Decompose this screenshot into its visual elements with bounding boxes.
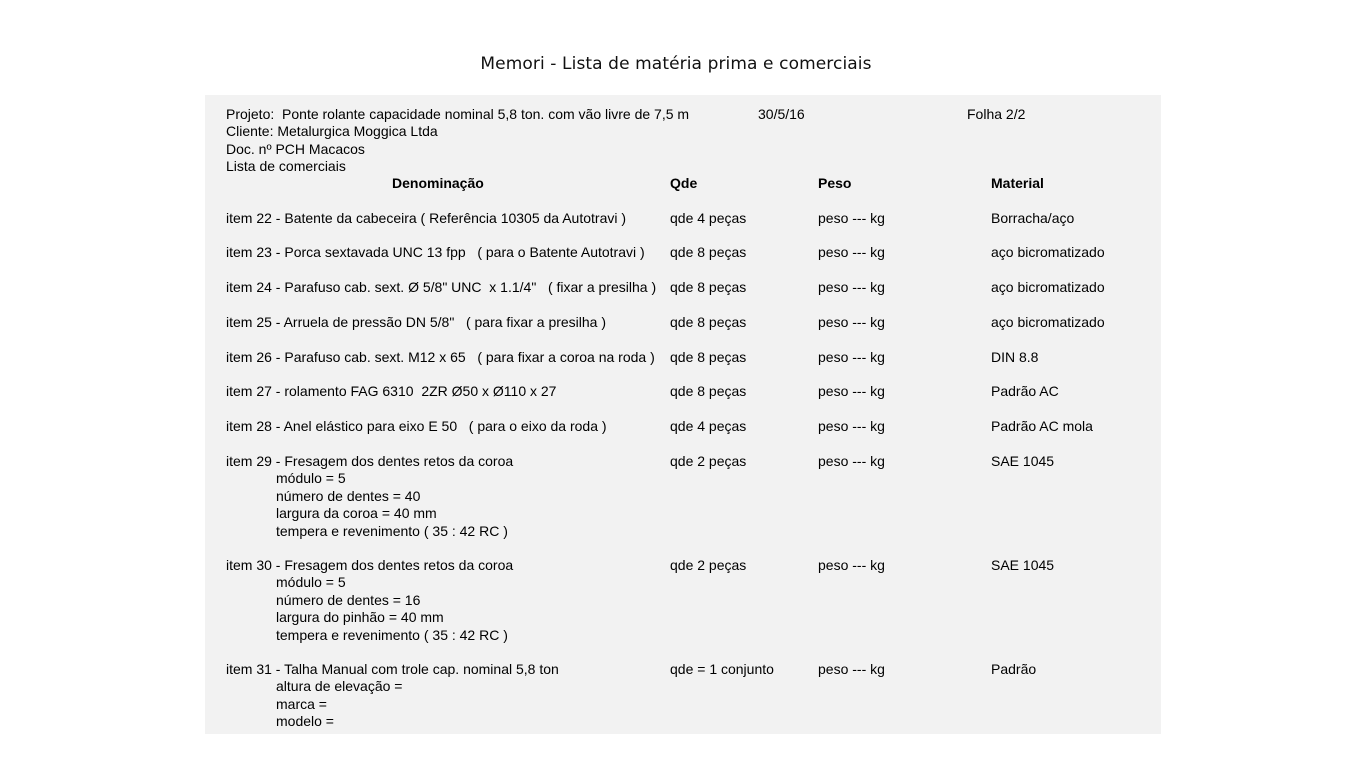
item-material: Padrão (991, 661, 1037, 677)
doc-number-line: Doc. nº PCH Macacos (226, 141, 365, 157)
item-quantity: qde 8 peças (670, 383, 747, 399)
item-weight: peso --- kg (818, 383, 885, 399)
item-quantity: qde 8 peças (670, 314, 747, 330)
column-header-denominacao: Denominação (392, 175, 484, 191)
item-weight: peso --- kg (818, 210, 885, 226)
item-description: item 24 - Parafuso cab. sext. Ø 5/8" UNC x 1.1/4" ( fixar a presilha ) (226, 279, 657, 295)
item-description: item 22 - Batente da cabeceira ( Referência 10305 da Autotravi ) (226, 210, 627, 226)
item-weight: peso --- kg (818, 557, 885, 573)
item-weight: peso --- kg (818, 418, 885, 434)
item-detail-line: módulo = 5 (276, 574, 346, 591)
item-material: Borracha/aço (991, 210, 1075, 226)
item-description: item 26 - Parafuso cab. sext. M12 x 65 ( para fixar a coroa na roda ) (226, 349, 655, 365)
item-detail-line: modelo = (276, 713, 334, 730)
item-quantity: qde 8 peças (670, 349, 747, 365)
item-detail-line: altura de elevação = (276, 678, 403, 695)
item-detail-line: marca = (276, 695, 327, 712)
item-weight: peso --- kg (818, 453, 885, 469)
column-header-material: Material (991, 175, 1044, 191)
item-detail-line: tempera e revenimento ( 35 : 42 RC ) (276, 522, 508, 539)
item-description: item 31 - Talha Manual com trole cap. nominal 5,8 ton (226, 661, 559, 677)
column-header-qde: Qde (670, 175, 698, 191)
spreadsheet-sheet (205, 95, 1161, 734)
item-description: item 29 - Fresagem dos dentes retos da coroa (226, 453, 514, 469)
project-line: Projeto: Ponte rolante capacidade nominal 5,8 ton. com vão livre de 7,5 m (226, 106, 690, 122)
item-quantity: qde 2 peças (670, 453, 747, 469)
item-material: Padrão AC mola (991, 418, 1093, 434)
item-quantity: qde 4 peças (670, 418, 747, 434)
document-title: Memori - Lista de matéria prima e comerciais (480, 54, 872, 74)
client-line: Cliente: Metalurgica Moggica Ltda (226, 123, 438, 139)
item-quantity: qde = 1 conjunto (670, 661, 774, 677)
item-weight: peso --- kg (818, 279, 885, 295)
item-detail-line: largura da coroa = 40 mm (276, 505, 437, 522)
sheet-number: Folha 2/2 (967, 106, 1026, 122)
item-quantity: qde 2 peças (670, 557, 747, 573)
item-detail-line: tempera e revenimento ( 35 : 42 RC ) (276, 626, 508, 643)
item-material: DIN 8.8 (991, 349, 1039, 365)
item-description: item 25 - Arruela de pressão DN 5/8" ( para fixar a presilha ) (226, 314, 607, 330)
item-detail-line: largura do pinhão = 40 mm (276, 609, 444, 626)
item-material: aço bicromatizado (991, 314, 1105, 330)
item-weight: peso --- kg (818, 661, 885, 677)
item-weight: peso --- kg (818, 349, 885, 365)
item-detail-line: módulo = 5 (276, 470, 346, 487)
column-header-peso: Peso (818, 175, 852, 191)
item-description: item 28 - Anel elástico para eixo E 50 ( para o eixo da roda ) (226, 418, 607, 434)
item-material: aço bicromatizado (991, 279, 1105, 295)
list-type-line: Lista de comerciais (226, 158, 346, 174)
item-description: item 30 - Fresagem dos dentes retos da coroa (226, 557, 514, 573)
item-material: aço bicromatizado (991, 244, 1105, 260)
item-quantity: qde 4 peças (670, 210, 747, 226)
item-material: SAE 1045 (991, 557, 1055, 573)
item-description: item 23 - Porca sextavada UNC 13 fpp ( para o Batente Autotravi ) (226, 244, 645, 260)
item-weight: peso --- kg (818, 244, 885, 260)
item-material: SAE 1045 (991, 453, 1055, 469)
item-weight: peso --- kg (818, 314, 885, 330)
document-date: 30/5/16 (758, 106, 805, 122)
item-quantity: qde 8 peças (670, 279, 747, 295)
item-material: Padrão AC (991, 383, 1059, 399)
item-quantity: qde 8 peças (670, 244, 747, 260)
item-description: item 27 - rolamento FAG 6310 2ZR Ø50 x Ø110 x 27 (226, 383, 557, 399)
item-detail-line: número de dentes = 16 (276, 591, 421, 608)
item-detail-line: número de dentes = 40 (276, 487, 421, 504)
